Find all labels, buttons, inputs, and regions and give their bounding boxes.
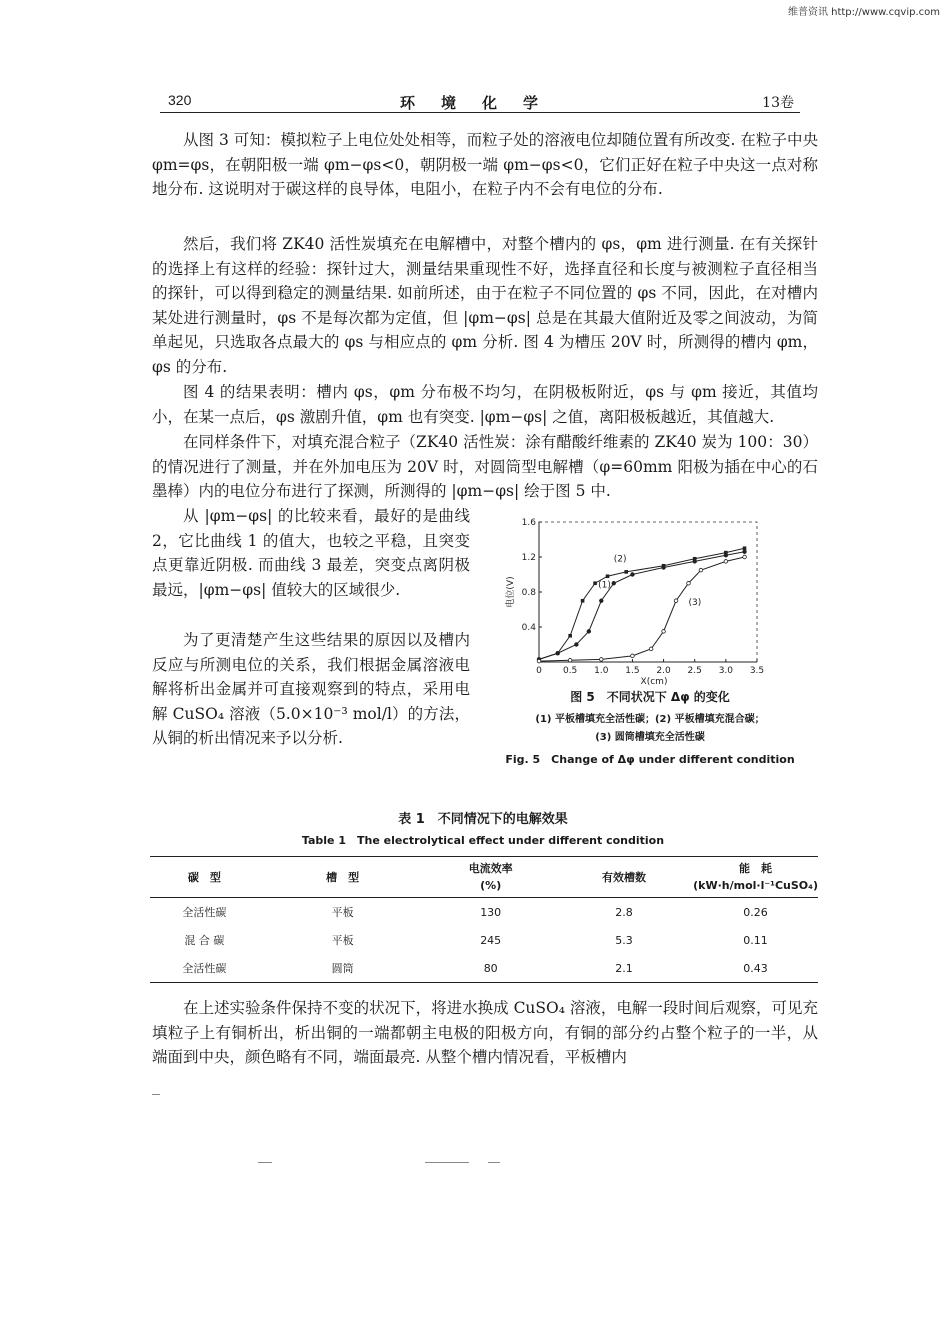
paragraph-1: 从图 3 可知：模拟粒子上电位处处相等，而粒子处的溶液电位却随位置有所改变. 在粒子中央 φm=φs，在朝阳极一端 φm−φs<0，朝阴极一端 φm−φs<0，它们正好在粒子中央这一点对称地分布. 这说明对于碳这样的良导体，电阻小，在粒子内不会有电位的分布. [152,131,818,198]
x-tick-label: 0 [536,666,542,676]
x-tick-label: 1.0 [594,666,609,676]
paragraph-4: 在同样条件下，对填充混合粒子（ZK40 活性炭：涂有醋酸纤维素的 ZK40 炭为 100：30）的情况进行了测量，并在外加电压为 20V 时，对圆筒型电解槽（φ=60mm 阳极为插在中心的石墨棒）内的电位分布进行了探测，所测得的 |φm−φs| 绘于图 5 中. [152,433,818,500]
data-point [631,573,635,577]
table-cell: 混 合 碳 [184,934,225,947]
series-line-2 [539,548,745,659]
paragraph-2: 然后，我们将 ZK40 活性炭填充在电解槽中，对整个槽内的 φs，φm 进行测量. 在有关探针的选择上有这样的经验：探针过大，测量结果重现性不好，选择直径和长度与被测粒子直径相当的探针，可以得到稳定的测量结果. 如前所述，由于在粒子不同位置的 φs 不同，因此，在对槽内某处进行测量时，φs 不是每次都为定值，但 |φm−φs| 总是在其最大值附近及零之间波动，为简单起见，只选取各点最大的 φs 与相应点的 φm 分析. 图 4 为槽压 20V 时，所测得的槽内 φm，φs 的分布. [152,235,818,376]
th-current-efficiency [426,857,554,898]
series-label-2: (2) [613,554,627,565]
data-point [593,581,597,585]
figure-5-caption-en: Fig. 5 Change of Δφ under different condition [505,753,795,766]
data-point [587,630,591,634]
table-cell: 130 [480,905,502,919]
data-point [743,555,747,559]
table-cell: 245 [480,933,502,947]
th-carbon-type: 碳 型 [150,857,259,898]
table-1-title-en: Table 1 The electrolytical effect under different condition [301,834,665,847]
x-tick-label: 1.5 [625,666,640,676]
y-tick-label: 1.2 [521,553,536,563]
series-label-1: (1) [598,580,611,591]
th-eff-unit: (%) [480,879,502,892]
page-number: 320 [168,92,192,108]
table-cell: 80 [426,954,554,983]
data-point [537,659,541,663]
data-point [674,599,678,603]
volume-label: 13卷 [762,95,794,111]
th-energy [693,857,818,898]
scan-mark [258,1162,272,1163]
data-point [699,568,703,572]
data-point [724,560,728,564]
paragraph-6: 为了更清楚产生这些结果的原因以及槽内反应与所测电位的关系，我们根据金属溶液电解将析出金属并可直接观察到的特点，采用电解 CuSO₄ 溶液（5.0×10⁻³ mol/l）的方法，从铜的析出情况来予以分析. [152,631,470,747]
y-tick-label: 0.4 [521,623,536,633]
paragraph-7: 在上述实验条件保持不变的状况下，将进水换成 CuSO₄ 溶液，电解一段时间后观察，可见充填粒子上有铜析出，析出铜的一端都朝主电极的阳极方向，有铜的部分约占整个粒子的一半，从端面到中央，颜色略有不同，端面最亮. 从整个槽内情况看，平板槽内 [152,999,818,1066]
data-point [581,599,585,603]
table-cell: 平板 [331,906,354,919]
data-point [556,651,560,655]
x-tick-label: 2.5 [687,666,702,676]
table-cell: 圆筒 [259,954,427,983]
table-cell: 5.3 [615,933,633,947]
table-cell: 0.43 [693,954,818,983]
data-point [662,630,666,634]
th-eff-label: 电流效率 [468,862,513,875]
x-tick-label: 2.0 [656,666,671,676]
th-energy-label: 能 耗 [739,862,773,875]
th-valid-cells: 有效槽数 [555,857,693,898]
table-1 [150,856,818,983]
table-row [150,926,818,954]
journal-title: 环境化学 [400,94,565,112]
figure-5-caption: 图 5 不同状况下 Δφ 的变化 [570,690,730,704]
data-point [662,564,666,568]
data-point [599,658,603,662]
table-cell: 2.1 [555,954,693,983]
x-axis-label: X(cm) [640,677,668,687]
figure-5-chart [505,512,765,687]
watermark: 维普资讯 http://www.cqvip.com [787,7,940,18]
table-cell: 2.8 [615,905,633,919]
data-point [568,658,572,662]
table-1-title: 表 1 不同情况下的电解效果 [398,812,568,827]
data-point [612,581,616,585]
figure-5-legend-1: (1) 平板槽填充全活性碳；(2) 平板槽填充混合碳； [535,714,765,725]
x-tick-label: 3.0 [718,666,734,676]
th-energy-unit: (kW·h/mol·l⁻¹CuSO₄) [693,879,818,892]
table-header-row [150,857,818,898]
data-point [599,599,603,603]
data-point [568,634,572,638]
y-tick-label: 1.6 [521,518,536,528]
series-label-3: (3) [688,598,702,609]
x-tick-label: 0.5 [562,666,578,676]
data-point [575,643,579,647]
data-point [743,550,747,554]
scan-mark [425,1162,469,1163]
table-row [150,898,818,927]
data-point [724,551,728,555]
page-header [160,92,800,113]
data-point [693,557,697,561]
series-line-1 [539,552,745,660]
figure-5-legend-2: (3) 圆筒槽填充全活性碳 [595,732,705,743]
data-point [687,581,691,585]
table-cell: 0.11 [743,933,768,947]
y-axis-label: 电位(V) [506,576,516,608]
scan-mark [488,1162,500,1163]
data-point [649,647,653,651]
scan-mark [152,1094,160,1095]
data-point [624,570,628,574]
table-cell: 全活性碳 [150,954,259,983]
plot-frame [539,522,757,662]
table-cell: 全活性碳 [182,906,227,919]
paragraph-3: 图 4 的结果表明：槽内 φs，φm 分布极不均匀，在阴极板附近，φs 与 φm 接近，其值均小，在某一点后，φs 激剧升值，φm 也有突变. |φm−φs| 之值，离阳极板越近，其值越大. [152,383,818,426]
data-point [631,654,635,658]
y-tick-label: 0.8 [521,588,536,598]
th-cell-type: 槽 型 [259,857,427,898]
table-row [150,954,818,983]
data-point [743,546,747,550]
data-point [606,574,610,578]
table-cell: 平板 [331,934,354,947]
table-cell: 0.26 [743,905,768,919]
paragraph-5: 从 |φm−φs| 的比较来看，最好的是曲线 2，它比曲线 1 的值大，也较之平稳，且突变点更靠近阴极. 而曲线 3 最差，突变点离阴极最远，|φm−φs| 值较大的区域很少. [152,507,470,599]
x-tick-label: 3.5 [749,666,765,676]
